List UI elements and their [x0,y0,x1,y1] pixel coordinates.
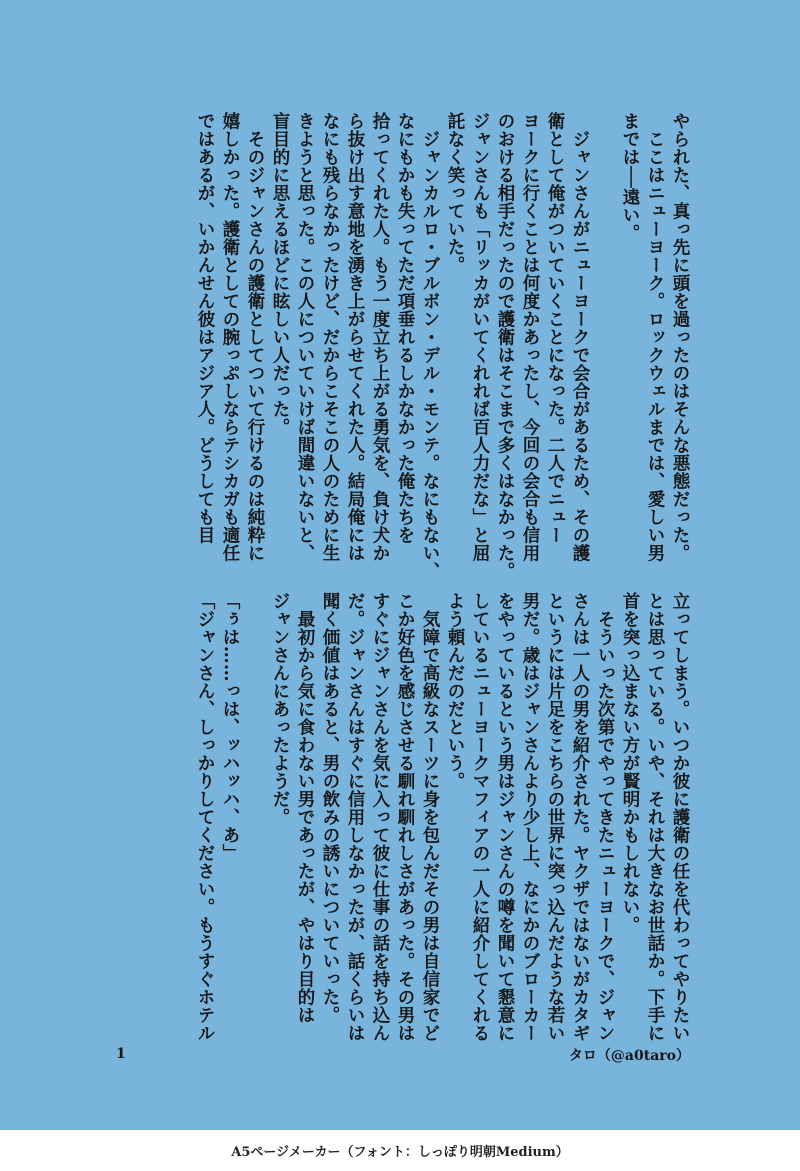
text-line [592,112,617,562]
text-line: というには片足をこちらの世界に突っ込んだような若い [545,592,565,1042]
text-line: そういった次第でやってきたニューヨークで、ジャン [595,592,615,1042]
text-line: こか好色を感じさせる馴れ馴れしさがあった。その男は [395,592,415,1042]
text-line: ジャンさんにあったようだ。 [270,592,290,826]
text-line: ジャンカルロ・ブルボン・デル・モンテ。なにもない、 [420,112,440,580]
text-line: なにもかも失ってただ項垂れるしかなかった俺たちを [395,112,415,544]
text-line: すぐにジャンさんを気に入って彼に仕事の話を持ち込ん [370,592,390,1042]
text-line: 聞く価値はあると、男の飲みの誘いについていった。 [320,592,340,1024]
text-line: 男だ。歳はジャンさんより少し上、なにかのブローカー [520,592,540,1042]
text-line: そのジャンさんの護衛としてついて行けるのは純粋に [245,112,265,562]
text-line: までは──遠い。 [620,112,640,243]
text-line: きようと思った。この人についていけば間違いないと、 [295,112,315,562]
text-line: 首を突っ込まない方が賢明かもしれない。 [620,592,640,934]
text-line: だ。ジャンさんはすぐに信用しなかったが、話くらいは [345,592,365,1042]
text-line: ではあるが、いかんせん彼はアジア人。どうしても目 [195,112,215,544]
text-line: なにも残らなかったけど、だからこそこの人のために生 [320,112,340,562]
text-line: しているニューヨークマフィアの一人に紹介してくれる [470,592,490,1042]
bottom-text-block [192,592,692,1042]
text-line: 「ぅは……っは、ッハッハ、あ」 [220,592,240,862]
text-line: 「ジャンさん、しっかりしてください。もうすぐホテル [195,592,215,1042]
page-number: 1 [116,1046,126,1062]
text-line: ら抜け出す意地を湧き上がらせてくれた人。結局俺には [345,112,365,562]
text-line: ヨークに行くことは何度かあったし、今回の会合も信用 [520,112,540,562]
text-line [242,592,267,1042]
text-line: やられた、真っ先に頭を過ったのはそんな悪態だった。 [670,112,690,562]
text-line: 立ってしまう。いつか彼に護衛の任を代わってやりたい [670,592,690,1042]
text-line: 最初から気に食わない男であったが、やはり目的は [295,592,315,1024]
text-line: をやっているという男はジャンさんの噂を聞いて懇意に [495,592,515,1042]
text-line: ジャンさんも「リッカがいてくれれば百人力だな」と屈 [470,112,490,562]
text-line: 盲目的に思えるほどに眩しい人だった。 [270,112,290,436]
text-line: ここはニューヨーク。ロックウェルまでは、愛しい男 [645,112,665,562]
text-line: のおける相手だったので護衛はそこまで多くはなかった。 [495,112,515,580]
text-line: さんは一人の男を紹介された。ヤクザではないがカタギ [570,592,590,1042]
text-line: ジャンさんがニューヨークで会合があるため、その護 [570,112,590,562]
footer-caption: A5ページメーカー（フォント：しっぽり明朝Medium） [0,1130,800,1171]
author-credit: タロ（@a0taro） [568,1048,690,1064]
text-line: 拾ってくれた人。もう一度立ち上がる勇気を、負け犬か [370,112,390,562]
text-line: 嬉しかった。護衛としての腕っぷしならテシカガも適任 [220,112,240,562]
top-text-block [192,112,692,580]
text-line: とは思っている。いや、それは大きなお世話か。下手に [645,592,665,1042]
text-line: 衛として俺がついていくことになった。二人でニュー [545,112,565,544]
text-line: よう頼んだのだという。 [445,592,465,790]
text-line: 気障で高級なスーツに身を包んだその男は自信家でど [420,592,440,1042]
text-line: 託なく笑っていた。 [445,112,465,274]
